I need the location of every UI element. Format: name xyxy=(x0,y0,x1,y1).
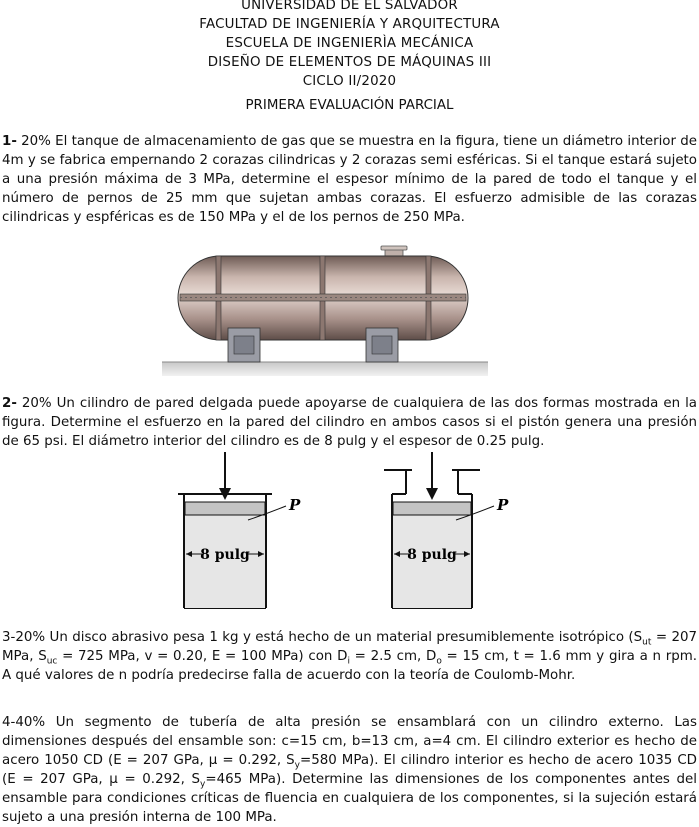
problem-3-text-e: = 15 cm, t = 1.6 mm y gira a n rpm. A qué valores de n podría predecirse falla de acuerdo con la teoría de Coulomb-Mohr. xyxy=(2,649,698,683)
problem-2-number: 2- xyxy=(2,396,17,411)
problem-1 xyxy=(2,132,697,227)
cylinder-figure-b xyxy=(384,452,534,612)
subscript-y1: y xyxy=(294,760,300,771)
school-name: ESCUELA DE INGENIERÌA MECÁNICA xyxy=(225,36,474,51)
subscript-i: i xyxy=(347,656,350,667)
faculty-name: FACULTAD DE INGENIERÍA Y ARQUITECTURA xyxy=(199,17,500,32)
problem-3-text-d: = 2.5 cm, D xyxy=(349,649,437,664)
problem-1-number: 1- xyxy=(2,134,17,149)
course-name: DISEÑO DE ELEMENTOS DE MÁQUINAS III xyxy=(207,55,492,70)
exam-title: PRIMERA EVALUACIÓN PARCIAL xyxy=(245,98,454,113)
problem-4-text-c: =465 MPa). Determine las dimensiones de los componentes antes del ensamble para condiciones críticas de fluencia en cualquiera de los componentes, si la sujeción estará sujeto a una presión interna de 100 MPa. xyxy=(2,772,697,825)
subscript-ut: ut xyxy=(642,637,652,648)
diameter-label: 8 pulg xyxy=(407,547,457,563)
problem-3-text-c: = 725 MPa, v = 0.20, E = 100 MPa) con D xyxy=(57,649,348,664)
subscript-y2: y xyxy=(200,779,206,790)
document-header xyxy=(0,0,699,91)
problem-4-text-b: =580 MPa). El cilindro interior es hecho de acero 1035 CD (E = 207 GPa, μ = 0.292, S xyxy=(2,753,697,787)
pressure-label: P xyxy=(497,496,509,514)
problem-3-text-a: 3-20% Un disco abrasivo pesa 1 kg y está hecho de un material presumiblemente isotrópico (S xyxy=(2,630,643,645)
problem-4-text-a: 4-40% Un segmento de tubería de alta presión se ensamblará con un cilindro externo. Las dimensiones después del ensamble son: c=15 cm, b=13 cm, a=4 cm. El cilindro exterior es hecho de acero 1050 CD (E = 207 GPa, μ = 0.292, S xyxy=(2,715,697,768)
problem-4 xyxy=(2,713,697,827)
problem-3-text-b: = 207 MPa, S xyxy=(2,630,698,664)
problem-3 xyxy=(2,628,697,685)
cycle-label: CICLO II/2020 xyxy=(302,74,397,89)
university-name: UNIVERSIDAD DE EL SALVADOR xyxy=(241,0,458,13)
problem-2 xyxy=(2,394,697,451)
cylinder-figure-a xyxy=(178,452,328,612)
diameter-label: 8 pulg xyxy=(200,547,250,563)
gas-tank-figure xyxy=(160,240,490,380)
problem-2-text: 20% Un cilindro de pared delgada puede apoyarse de cualquiera de las dos formas mostrada en la figura. Determine el esfuerzo en la pared del cilindro en ambos casos si el pistón genera una presión de 65 psi. El diámetro interior del cilindro es de 8 pulg y el espesor de 0.25 pulg. xyxy=(2,396,697,449)
subscript-o: o xyxy=(436,656,442,667)
subscript-uc: uc xyxy=(46,656,58,667)
pressure-label: P xyxy=(289,496,301,514)
problem-1-text: 20% El tanque de almacenamiento de gas que se muestra en la figura, tiene un diámetro interior de 4m y se fabrica empernando 2 corazas cilindricas y 2 corazas semi esféricas. Si el tanque estará sujeto a una presión máxima de 3 MPa, determine el espesor mínimo de la pared de todo el tanque y el número de pernos de 25 mm que sujetan ambas corazas. El esfuerzo admisible de las corazas cilindricas y espféricas es de 150 MPa y el de los pernos de 250 MPa. xyxy=(2,134,697,225)
